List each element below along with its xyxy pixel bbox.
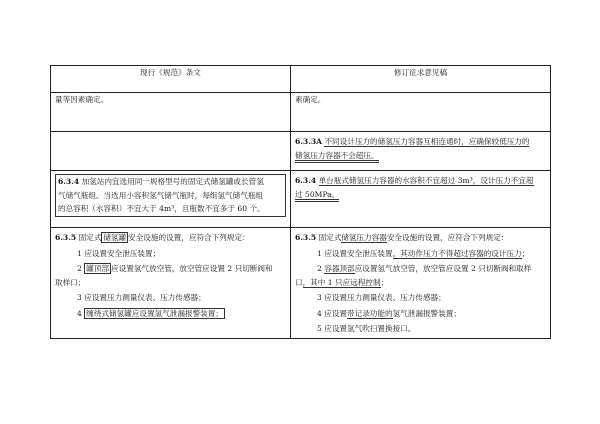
table-row [51, 132, 551, 171]
clause-line: 气储气瓶组。当选用小容积氢气储气瓶时，每组氢气储气瓶组 [58, 190, 264, 200]
item-text: 储氢罐应设置氢气泄漏报警装置； [109, 308, 223, 318]
cell-current-empty [51, 132, 291, 171]
cell-current [51, 93, 291, 132]
list-item-cont: 取样口； [55, 277, 86, 287]
list-item [55, 262, 286, 276]
underlined-text: 带记录功能的 [347, 308, 393, 318]
clause-text: 安全设施的设置，应符合下列规定： [386, 233, 509, 242]
cell-text: 素确定。 [295, 95, 326, 104]
list-item [295, 247, 546, 261]
table-row [51, 93, 551, 132]
list-item [55, 307, 286, 321]
cell-text: 量等因素确定。 [55, 95, 109, 104]
item-number: 4 [77, 308, 82, 318]
clause-line: 的总容积（水容积）不宜大于 4m³，且瓶数不宜多于 60 个。 [58, 204, 265, 213]
clause-line [295, 174, 546, 188]
cell-revision [291, 93, 551, 132]
boxed-clause-6-3-4 [55, 174, 286, 217]
item-number: 2 [317, 264, 322, 273]
clause-heading [295, 231, 546, 245]
header-current-code: 现行《规范》条文 [51, 66, 291, 93]
item-text: ； [521, 248, 530, 258]
clause-text: 固定式 [78, 233, 102, 242]
clause-6-3-3a [295, 135, 546, 149]
item-text: 1 应设置安全泄压装置 [317, 248, 393, 258]
list-item: 5 应设置氢气吹扫置换接口。 [317, 324, 416, 333]
clause-number: 6.3.4 [295, 176, 317, 185]
list-item: 1 应设置安全泄压装置； [77, 248, 161, 258]
comparison-table [50, 65, 551, 339]
clause-6-3-3a-cont [295, 149, 546, 163]
boxed-term [84, 308, 225, 319]
clause-heading [55, 231, 286, 245]
cell-revision [291, 228, 551, 339]
clause-text: 过 50MPa。 [295, 190, 339, 202]
cell-revision [291, 171, 551, 228]
list-item: 3 应设置压力测量仪表、压力传感器； [317, 293, 446, 302]
underlined-term: 容器顶部 [324, 264, 355, 273]
underlined-text: ，其中 1 只应远程控制 [302, 277, 381, 287]
cell-revision [291, 132, 551, 171]
table-header-row [51, 66, 551, 93]
item-text: 4 应设置 [317, 308, 348, 318]
list-item [295, 307, 546, 321]
clause-text: 加氢站内宜选用同一规格型号的固定式储氢罐或长管氢 [81, 177, 264, 186]
item-text: 氢气泄漏报警装置； [392, 308, 461, 318]
clause-line [295, 188, 546, 202]
item-prefix: 缠绕式 [86, 308, 110, 318]
clause-number: 6.3.4 [58, 177, 80, 186]
item-text: 应设置氢气放空管，放空管应设置 2 只切断阀和 [111, 264, 273, 273]
item-number: 2 [77, 264, 82, 273]
underlined-term: 储氢压力容器 [341, 233, 387, 242]
clause-text-line2: 储氢压力容器不会超压。 [295, 151, 379, 163]
item-text: 口 [295, 277, 303, 287]
clause-text: 单台瓶式储氢压力容器的水容积不宜超过 3m³，设计压力不宜超 [318, 176, 534, 185]
list-item-cont [295, 276, 546, 290]
clause-text: 固定式 [318, 233, 342, 242]
clause-text: 安全设施的设置，应符合下列规定： [128, 233, 250, 242]
header-revision-draft: 修订征求意见稿 [291, 66, 551, 93]
clause-number: 6.3.3A [295, 137, 323, 146]
item-text: 应设置氢气放空管，放空管应设置 2 只切断阀和取样 [354, 264, 532, 273]
cell-current [51, 228, 291, 339]
cell-current [51, 171, 291, 228]
underlined-text: ，其动作压力不得超过容器的设计压力 [392, 248, 522, 258]
clause-number: 6.3.5 [295, 233, 317, 242]
clause-line [58, 175, 283, 189]
clause-text-line1: 不同设计压力的储氢压力容器互相连通时，应确保较低压力的 [324, 137, 530, 146]
item-text: ； [380, 277, 389, 287]
table-row [51, 228, 551, 339]
boxed-term: 储氢罐 [103, 233, 127, 242]
list-item [295, 262, 546, 276]
list-item: 3 应设置压力测量仪表、压力传感器； [77, 293, 206, 302]
table-row [51, 171, 551, 228]
clause-number: 6.3.5 [55, 233, 77, 242]
boxed-term: 罐顶部 [86, 264, 110, 273]
